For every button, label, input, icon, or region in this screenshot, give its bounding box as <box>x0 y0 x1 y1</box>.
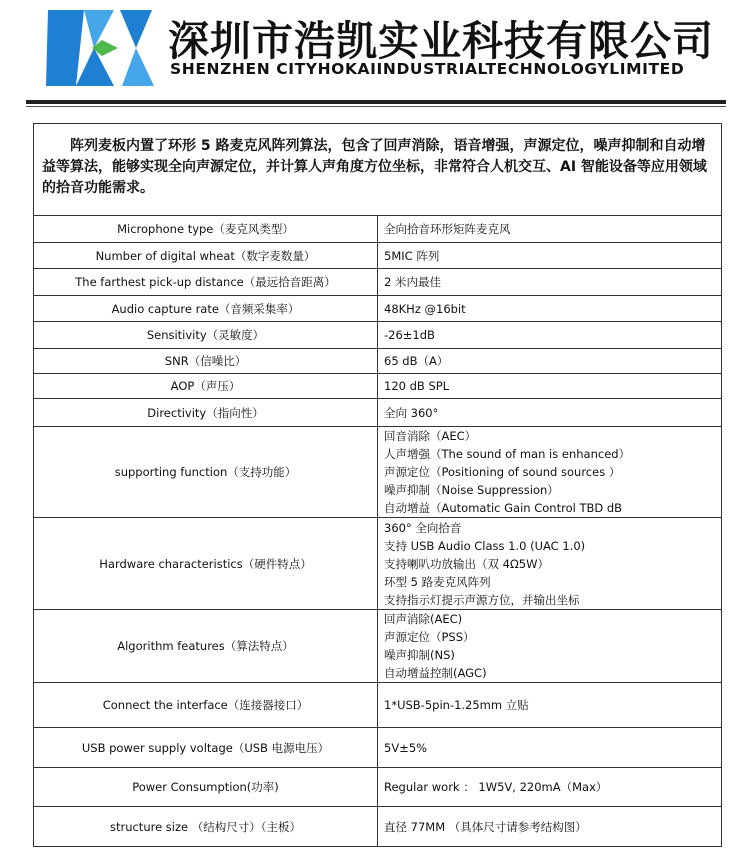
spec-table <box>33 215 722 847</box>
spec-key: SNR（信噪比） <box>34 349 378 374</box>
spec-value-line: 2 米内最佳 <box>384 275 441 289</box>
spec-value <box>378 768 722 807</box>
spec-value-line: Regular work ： 1W5V, 220mA（Max） <box>384 780 608 794</box>
spec-value-line: 声源定位（PSS） <box>384 630 475 644</box>
intro-text: 阵列麦板内置了环形 5 路麦克风阵列算法，包含了回声消除，语音增强，声源定位，噪声抑制和自动增益等算法，能够实现全向声源定位，并计算人声角度方位坐标，非常符合人机交互、AI 智能设备等应用领域的拾音功能需求。 <box>42 138 707 196</box>
spec-value <box>378 216 722 243</box>
spec-key: Directivity（指向性） <box>34 399 378 427</box>
spec-key: Audio capture rate（音频采集率） <box>34 296 378 322</box>
spec-value <box>378 374 722 399</box>
spec-key: USB power supply voltage（USB 电源电压） <box>34 728 378 768</box>
spec-value <box>378 296 722 322</box>
spec-value-line: 48KHz @16bit <box>384 301 466 316</box>
spec-value <box>378 243 722 269</box>
spec-row <box>34 683 722 728</box>
spec-value-line: 噪声抑制(NS) <box>384 648 455 662</box>
spec-key: Hardware characteristics（硬件特点） <box>34 518 378 610</box>
spec-value <box>378 322 722 349</box>
spec-value <box>378 610 722 683</box>
spec-row <box>34 518 722 610</box>
spec-value-line: 自动增益（Automatic Gain Control TBD dB <box>384 501 623 515</box>
spec-key: AOP（声压） <box>34 374 378 399</box>
spec-value-line: 支持喇叭功放输出（双 4Ω5W） <box>384 556 549 571</box>
spec-row <box>34 768 722 807</box>
spec-key: The farthest pick-up distance（最远拾音距离） <box>34 269 378 296</box>
company-logo-icon <box>44 4 162 92</box>
header-rule <box>26 100 726 104</box>
spec-row <box>34 349 722 374</box>
spec-value-line: 回音消除（AEC） <box>384 429 477 443</box>
spec-key: Sensitivity（灵敏度） <box>34 322 378 349</box>
spec-key: Microphone type（麦克风类型） <box>34 216 378 243</box>
spec-key: structure size （结构尺寸）（主板） <box>34 807 378 847</box>
spec-row <box>34 216 722 243</box>
spec-row <box>34 399 722 427</box>
spec-value-line: 环型 5 路麦克风阵列 <box>384 574 491 589</box>
spec-value <box>378 807 722 847</box>
spec-value-line: 65 dB（A） <box>384 354 449 368</box>
spec-value <box>378 349 722 374</box>
spec-row <box>34 728 722 768</box>
spec-row <box>34 374 722 399</box>
spec-value-line: -26±1dB <box>384 328 435 342</box>
spec-key: supporting function（支持功能） <box>34 427 378 518</box>
spec-key: Power Consumption(功率) <box>34 768 378 807</box>
spec-value <box>378 728 722 768</box>
spec-value-line: 支持 USB Audio Class 1.0 (UAC 1.0) <box>384 538 586 553</box>
spec-value-line: 120 dB SPL <box>384 379 450 393</box>
spec-key: Algorithm features（算法特点） <box>34 610 378 683</box>
spec-row <box>34 610 722 683</box>
page-header <box>0 0 753 100</box>
spec-row <box>34 322 722 349</box>
spec-value <box>378 518 722 610</box>
company-name-en: SHENZHEN CITYHOKAIINDUSTRIALTECHNOLOGYLIMITED <box>170 60 685 78</box>
spec-value <box>378 683 722 728</box>
spec-value <box>378 269 722 296</box>
spec-value-line: 360° 全向拾音 <box>384 520 462 535</box>
header-rule-thin <box>26 106 726 107</box>
spec-row <box>34 807 722 847</box>
spec-value-line: 自动增益控制(AGC) <box>384 666 487 680</box>
spec-value-line: 噪声抑制（Noise Suppression） <box>384 483 559 497</box>
spec-row <box>34 243 722 269</box>
company-name-cn: 深圳市浩凯实业科技有限公司 <box>168 17 714 65</box>
intro-box <box>33 123 722 215</box>
spec-value-line: 支持指示灯提示声源方位，并输出坐标 <box>384 592 580 607</box>
spec-value <box>378 427 722 518</box>
spec-row <box>34 296 722 322</box>
spec-value-line: 回声消除(AEC) <box>384 612 463 626</box>
spec-row <box>34 269 722 296</box>
spec-value-line: 5MIC 阵列 <box>384 248 440 263</box>
spec-value-line: 全向拾音环形矩阵麦克风 <box>384 222 511 236</box>
spec-value <box>378 399 722 427</box>
spec-value-line: 声源定位（Positioning of sound sources ） <box>384 465 621 479</box>
spec-row <box>34 427 722 518</box>
spec-value-line: 全向 360° <box>384 405 439 420</box>
spec-value-line: 直径 77MM （具体尺寸请参考结构图） <box>384 819 587 834</box>
spec-value-line: 1*USB-5pin-1.25mm 立贴 <box>384 698 529 712</box>
spec-value-line: 人声增强（The sound of man is enhanced） <box>384 447 631 461</box>
spec-key: Number of digital wheat（数字麦数量） <box>34 243 378 269</box>
spec-key: Connect the interface（连接器接口） <box>34 683 378 728</box>
spec-value-line: 5V±5% <box>384 740 428 755</box>
